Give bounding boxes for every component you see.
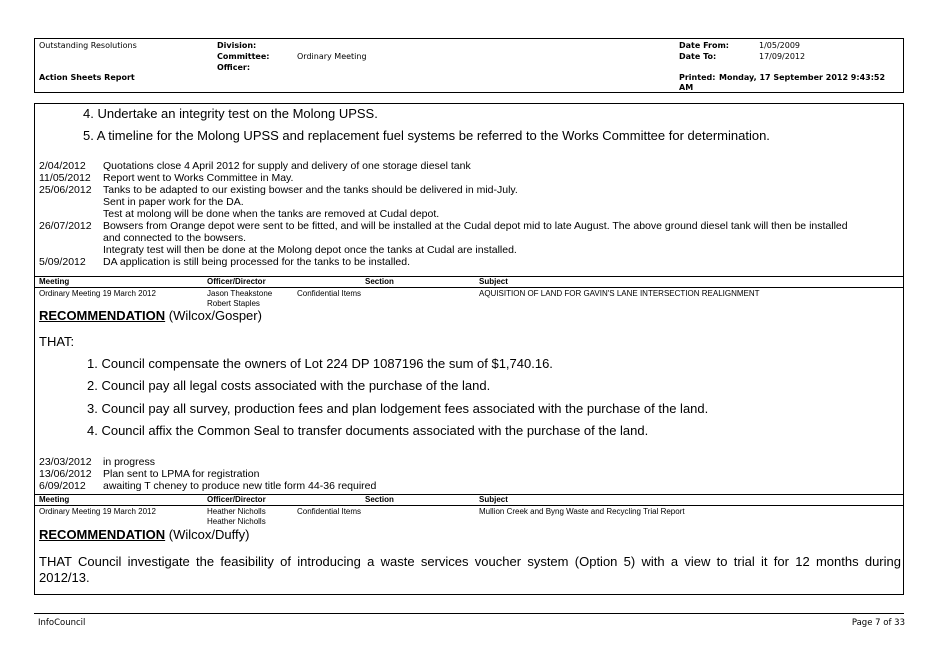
item2-recommendation-heading: RECOMMENDATION (Wilcox/Gosper) xyxy=(39,308,262,323)
printed-label: Printed: xyxy=(679,73,716,82)
col-meeting: Meeting xyxy=(39,277,70,286)
col-section: Section xyxy=(365,495,394,504)
report-header xyxy=(34,38,904,93)
date-to-label: Date To: xyxy=(679,52,717,61)
resolution-table-header xyxy=(35,494,903,506)
resolution-table-header xyxy=(35,276,903,288)
col-subject: Subject xyxy=(479,495,508,504)
item2-point-1: 1. Council compensate the owners of Lot 224 DP 1087196 the sum of $1,740.16. xyxy=(87,356,553,371)
printed-value: Monday, 17 September 2012 9:43:52 xyxy=(719,73,886,82)
item2-meeting: Ordinary Meeting 19 March 2012 xyxy=(39,289,156,298)
report-body: 4. Undertake an integrity test on the Molong UPSS. 5. A timeline for the Molong UPSS and replacement fuel systems be referred to the Works Committee for determination. 2/04/2012 Quotations close 4 April 2012 for supply and delivery of one storage diesel tank 11/05/2012 Report went to Works Committee in May. 25/06/2012 Tanks to be adapted to our existing bowser and the tanks should be delivered in mid-July. Sent in paper work for the DA. Test at molong will be done when the tanks are removed at Cudal depot. 26/07/2012 Bowsers from Orange depot were sent to be fitted, and will be installed at the Cudal depot mid to late August. The above ground diesel tank will then be installed and connected to the bowsers. Integraty test will then be done at the Molong depot once the tanks at Cudal are installed. 5/09/2012 DA application is still being processed for the tanks to be installed. Meeting Officer/Director Section Subject Ordinary Meeting 19 March 2012 Jason Theakstone Robert Staples Confidential Items AQUISITION OF LAND FOR GAVIN'S LANE INTERSECTION REALIGNMENT RECOMMENDATION (Wilcox/Gosper) THAT: 1. Council compensate the owners of Lot 224 DP 1087196 the sum of $1,740.16. 2. Council pay all legal costs associated with the purchase of the land. 3. Council pay all survey, production fees and plan lodgement fees associated with the purchase of the land. 4. Council affix the Common Seal to transfer documents associated with the purchase of the land. 23/03/2012 in progress 13/06/2012 Plan sent to LPMA for registration 6/09/2012 awaiting T cheney to produce new title form 44-36 required Meeting Officer/Director Section Subject Ordinary Meeting 19 March 2012 Heather Nicholls Heather Nicholls Confidential Items Mullion Creek and Byng Waste and Recycling Trial Report RECOMMENDATION (Wilcox/Duffy) THAT Council investigate the feasibility of introducing a waste services voucher system (Option 5) with a view to trial it for 12 months during 2012/13. xyxy=(34,103,904,595)
item3-text-line-2: 2012/13. xyxy=(39,570,90,585)
item2-officer-2: Robert Staples xyxy=(207,299,260,308)
item2-that: THAT: xyxy=(39,334,75,349)
col-officer: Officer/Director xyxy=(207,277,266,286)
item3-subject: Mullion Creek and Byng Waste and Recycling Trial Report xyxy=(479,507,685,516)
report-type: Action Sheets Report xyxy=(39,73,135,82)
col-subject: Subject xyxy=(479,277,508,286)
printed-value-2: AM xyxy=(679,83,694,92)
report-name: Outstanding Resolutions xyxy=(39,41,137,50)
col-section: Section xyxy=(365,277,394,286)
item2-point-4: 4. Council affix the Common Seal to transfer documents associated with the purchase of the land. xyxy=(87,423,649,438)
page-indicator: Page 7 of 33 xyxy=(851,618,905,628)
item2-point-3: 3. Council pay all survey, production fees and plan lodgement fees associated with the purchase of the land. xyxy=(87,401,709,416)
item2-point-2: 2. Council pay all legal costs associated with the purchase of the land. xyxy=(87,378,491,393)
item3-meeting: Ordinary Meeting 19 March 2012 xyxy=(39,507,156,516)
committee-label: Committee: xyxy=(217,52,270,61)
footer-divider xyxy=(34,613,904,614)
item2-subject: AQUISITION OF LAND FOR GAVIN'S LANE INTERSECTION REALIGNMENT xyxy=(479,289,760,298)
item1-point-5: 5. A timeline for the Molong UPSS and replacement fuel systems be referred to the Works Committee for determination. xyxy=(83,128,770,143)
date-to-value: 17/09/2012 xyxy=(759,52,806,61)
item3-text-line-1: THAT Council investigate the feasibility of introducing a waste services voucher system (Option 5) with a view to trial it for 12 months during xyxy=(39,554,901,569)
committee-value: Ordinary Meeting xyxy=(297,52,367,61)
date-from-value: 1/05/2009 xyxy=(759,41,801,50)
footer-system: InfoCouncil xyxy=(38,618,86,628)
officer-label: Officer: xyxy=(217,63,251,72)
item3-recommendation-heading: RECOMMENDATION (Wilcox/Duffy) xyxy=(39,527,250,542)
date-from-label: Date From: xyxy=(679,41,730,50)
division-label: Division: xyxy=(217,41,257,50)
item2-officer-1: Jason Theakstone xyxy=(207,289,273,298)
col-officer: Officer/Director xyxy=(207,495,266,504)
item3-officer-1: Heather Nicholls xyxy=(207,507,266,516)
item1-point-4: 4. Undertake an integrity test on the Molong UPSS. xyxy=(83,106,378,121)
item3-officer-2: Heather Nicholls xyxy=(207,517,266,526)
item2-section: Confidential Items xyxy=(297,289,362,298)
col-meeting: Meeting xyxy=(39,495,70,504)
item3-section: Confidential Items xyxy=(297,507,362,516)
